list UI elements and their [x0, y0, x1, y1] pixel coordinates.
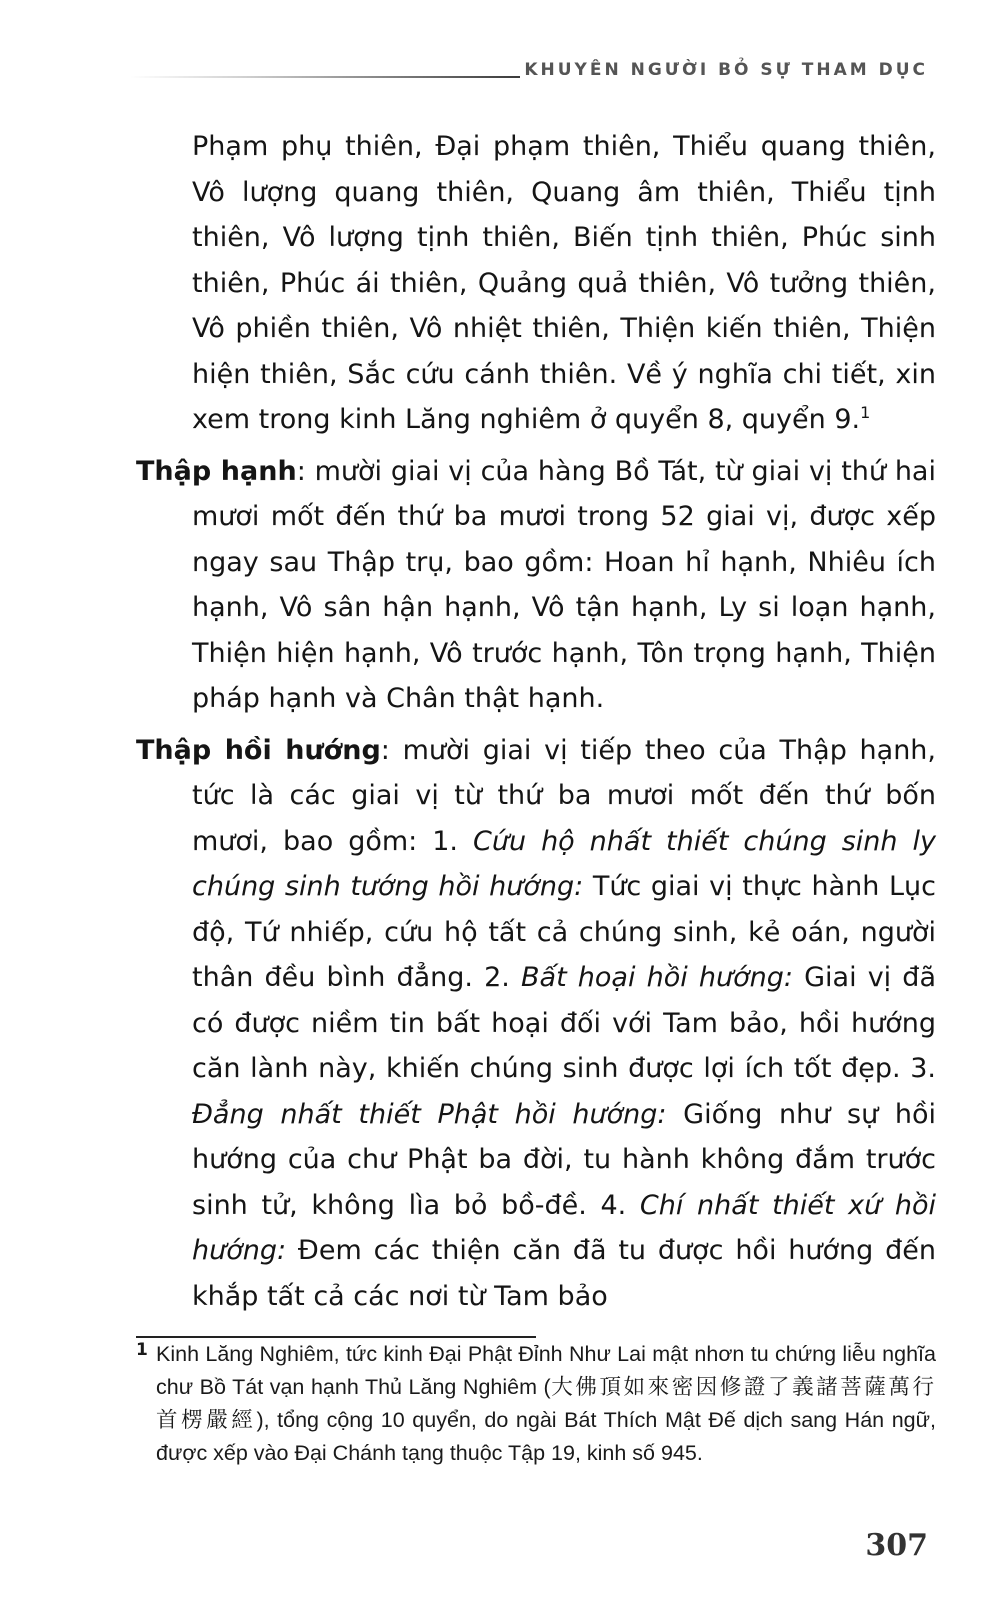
- enum-description: Tức giai vị thực hành Lục độ, Tứ nhiếp, cứu hộ tất cả chúng sinh, kẻ oán, người thân đều bình đẳng.: [192, 871, 936, 993]
- page-number: 307: [865, 1528, 928, 1563]
- footnote-text-part: ), tổng cộng 10 quyển, do ngài Bát Thích Mật Đế dịch sang Hán ngữ, được xếp vào Đại Chánh tạng thuộc Tập 19, kinh số 945.: [156, 1408, 936, 1465]
- running-title: KHUYÊN NGƯỜI BỎ SỰ THAM DỤC: [524, 60, 928, 80]
- enum-number: 2.: [484, 962, 522, 993]
- footnote-cjk-title: 大佛頂如來密因修證了義諸菩薩萬行首楞嚴經: [156, 1375, 936, 1433]
- header-rule: [130, 76, 520, 78]
- enum-name: Đẳng nhất thiết Phật hồi hướng:: [192, 1098, 667, 1130]
- footnote-text-part: Kinh Lăng Nghiêm, tức kinh Đại Phật Đỉnh Như Lai mật nhơn tu chứng liễu nghĩa chư Bồ Tát vạn hạnh Thủ Lăng Nghiêm (: [156, 1342, 936, 1399]
- enum-name: Bất hoại hồi hướng:: [521, 962, 793, 993]
- glossary-definition-intro: : mười giai vị tiếp theo của Thập hạnh, tức là các giai vị từ thứ ba mươi mốt đến thứ bốn mươi, bao gồm:: [192, 734, 937, 857]
- enum-description: Đem các thiện căn đã tu được hồi hướng đến khắp tất cả các nơi từ Tam bảo: [192, 1235, 936, 1312]
- glossary-entry-thap-hanh: [136, 449, 936, 722]
- enum-number: 1.: [432, 825, 473, 857]
- enum-description: Giai vị đã có được niềm tin bất hoại đối với Tam bảo, hồi hướng căn lành này, khiến chúng sinh được lợi ích tốt đẹp.: [192, 962, 936, 1084]
- glossary-term: Thập hạnh: [136, 455, 297, 487]
- enum-number: 3.: [910, 1053, 936, 1084]
- enum-number: 4.: [600, 1189, 640, 1221]
- continuation-paragraph: [192, 124, 936, 443]
- page-body: [136, 124, 936, 1319]
- enum-description: Giống như sự hồi hướng của chư Phật ba đời, tu hành không đắm trước sinh tử, không lìa bỏ bồ-đề.: [192, 1098, 936, 1221]
- glossary-term: Thập hồi hướng: [136, 734, 381, 766]
- footnote-text: [156, 1338, 936, 1470]
- glossary-definition: : mười giai vị của hàng Bồ Tát, từ giai vị thứ hai mươi mốt đến thứ ba mươi trong 52 giai vị, được xếp ngay sau Thập trụ, bao gồm: Hoan hỉ hạnh, Nhiêu ích hạnh, Vô sân hận hạnh, Vô tận hạnh, Ly si loạn hạnh, Thiện hiện hạnh, Vô trước hạnh, Tôn trọng hạnh, Thiện pháp hạnh và Chân thật hạnh.: [192, 455, 936, 714]
- footnote-marker: 1: [136, 1340, 148, 1360]
- enum-name: Chí nhất thiết xứ hồi hướng:: [192, 1189, 937, 1266]
- glossary-entry-thap-hoi-huong: [136, 728, 936, 1320]
- enum-name: Cứu hộ nhất thiết chúng sinh ly chúng sinh tướng hồi hướng:: [192, 825, 936, 902]
- footnote-reference: 1: [860, 403, 871, 422]
- footnote: [136, 1338, 936, 1470]
- continuation-text: Phạm phụ thiên, Đại phạm thiên, Thiểu quang thiên, Vô lượng quang thiên, Quang âm thiên, Thiểu tịnh thiên, Vô lượng tịnh thiên, Biến tịnh thiên, Phúc sinh thiên, Phúc ái thiên, Quảng quả thiên, Vô tưởng thiên, Vô phiền thiên, Vô nhiệt thiên, Thiện kiến thiên, Thiện hiện thiên, Sắc cứu cánh thiên. Về ý nghĩa chi tiết, xin xem trong kinh Lăng nghiêm ở quyển 8, quyển 9.: [192, 131, 936, 435]
